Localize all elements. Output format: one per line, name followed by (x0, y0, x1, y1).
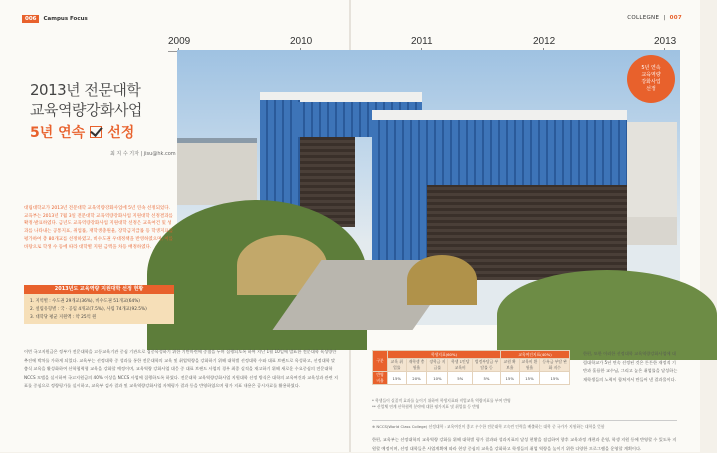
table-cell: 5% (473, 372, 501, 385)
byline: 최 지 수 기자 | jisu@hk.com (110, 151, 176, 157)
headline-prefix: 5년 연속 (30, 125, 86, 141)
body-text-right: 한편, 교육부는 선정대학의 교육역량 강화를 위해 대학별 평가 결과와 성과지표의 달성 현황을 점검하여 향후 교육과정 개편과 운영, 학생 지원 등에 반영할 수 있도록 지원할 예정이며, 선정 대학들은 사업계획에 따라 현장 중심의 교육을 강화하고 학생들의 취업 역량을 높이기 위한 다양한 프로그램을 운영할 계획이다. (372, 437, 677, 451)
timeline-year: 2013 (654, 36, 677, 47)
headline-line-1: 2013년 전문대학 (30, 81, 141, 99)
left-building (177, 140, 257, 205)
right-page-header: COLLEGNE | 007 (627, 15, 682, 21)
footnote: ※ NCCS(World Class College) 선정대학 : 교육여건이 좋고 우수한 전문대학 고숙련 인력을 배출하는 대학 중 국가가 지원하는 대학을 뜻함 (372, 420, 677, 430)
lead-paragraph: 대림대학교가 2013년 전문대학 교육역량강화사업에 5년 연속 선정되었다. 교육부는 2013년 7월 3일 전문대학 교육역량강화사업 지원대학 선정결과를 확정·발표하였다. 금년도 교육역량강화사업 지원대학 선정은 교육여건 및 성과를 나타내는 공통지표, 취업률, 재학생충원율, 장학금지급률 등 학생지표를 평가하여 총 80개교를 선정하였고, 비수도권 우대정책을 반영하였으며, 이를 바탕으로 학생 수 등에 따라 대학별 지원 금액을 차등 배정하였다. (24, 206, 174, 250)
section-label: Campus Focus (43, 16, 88, 22)
table-subheader: 재학생 충원율 (406, 359, 427, 372)
table-cell: 15% (388, 372, 407, 385)
body-text-left: 이번 국고지원금은 정부가 전문대학을 고등교육기관 중심 기관으로 집중육성하기 위한 기반마련에 중점을 두며 집행되도록 하여 지난 1월 10일에 발표한 전문대학 육성방안 추진에 박차를 가하게 되었다. 교육부는 선정대학 중 성과를 통한 전문대학의 교육 및 취업역량을 강화하기 위해 대학별 선정대학 수와 대표 브랜드로 육성하고, 선정대학 맞춤식 교육을 활성화하여 산학협력형 교육을 강화할 예정이며, 교육역량 강화사업 대응 중 대표 브랜드 사업의 경우 최종 실적을 재고하기 위해 새로운 수요중심의 전문대학 NCCS 모델을 실시하여 국고지원금의 40% 이상을 NCCS 사업에 집행하도록 하였다. 전문대학 교육역량강화사업 지원대학 선정 방식은 대학의 교육여건과 교육성과 관련 지표를 중심으로 정량평가를 실시하고, 교육부 검사 결과 및 교육역량강화사업 자체평가 결과 등을 반영하였으며 평가 지표 내용은 공시자료를 활용하였다. (24, 349, 339, 388)
badge-line: 강화사업 (641, 79, 661, 85)
table-subheader: 학생 1인당 교육비 (448, 359, 473, 372)
evaluation-table (372, 350, 570, 385)
table-cell: 15% (500, 372, 519, 385)
table-group-header: 학생지표(60%) (388, 351, 501, 359)
table-subheader: 법정부담금 부담률 등 (473, 359, 501, 372)
table-note: ** 산업체 연계 산학협력 분야에 대한 평가지표 및 취업률 등 반영 (372, 404, 480, 409)
badge-line: 교육역량 (641, 72, 661, 78)
table-notes (372, 398, 597, 410)
info-box-item: 3. 대학당 평균 지원액 : 약 25억 원 (30, 315, 97, 320)
headline-suffix: 선정 (107, 125, 135, 141)
table-subheader: 교원 확보율 (500, 359, 519, 372)
info-box (24, 294, 174, 324)
main-glass-facade (372, 120, 627, 185)
magazine-name: COLLEGNE (627, 15, 660, 21)
timeline-year: 2011 (411, 36, 433, 47)
left-page-header (22, 15, 88, 23)
table-cell: 5% (448, 372, 473, 385)
table-subheader: 교육 취업률 (388, 359, 407, 372)
table-group-header: 교육여건지표(40%) (500, 351, 569, 359)
badge-line: 선정 (646, 86, 656, 92)
table-cell: 15% (519, 372, 540, 385)
table-cell: 10% (427, 372, 448, 385)
table-subheader: 등록금 부담 완화 지수 (540, 359, 570, 372)
timeline-year: 2010 (290, 36, 313, 47)
timeline-year: 2012 (533, 36, 556, 47)
table-cell: 15% (540, 372, 570, 385)
timeline-year: 2009 (168, 36, 191, 47)
table-subheader: 장학금 지급률 (427, 359, 448, 372)
campus-building-photo (177, 50, 680, 325)
left-building-roof (177, 138, 257, 143)
info-box-item: 2. 설립유형별 : 국 · 공립 4개교(7.5%), 사립 74개교(92.5%) (30, 307, 147, 312)
autumn-tree (407, 255, 477, 305)
headline-line-2: 교육역량강화사업 (30, 101, 142, 119)
side-note: 한편, 또한 이러한 선정대학 교육역량강화사업에 대림대학교가 5년 연속 선정된 것은 튼튼한 재정적 기반과 훌륭한 교수님, 그리고 높은 취업률을 달성하는 재학생들의 노력이 합쳐져서 만들어 낸 결과물이다. (583, 351, 678, 382)
main-roof (372, 110, 627, 120)
checkbox-check-icon (90, 126, 102, 138)
table-row-header: 반영 비율 (373, 372, 388, 385)
table-cell: 20% (406, 372, 427, 385)
info-box-heading: 2013년도 교육역량 지원대학 선정 현황 (24, 285, 174, 294)
lawn-slope (497, 270, 717, 360)
info-box-item: 1. 지역별 : 수도권 29개교(36%), 비수도권 51개교(64%) (30, 299, 140, 304)
table-corner: 구분 (373, 351, 388, 372)
table-subheader: 교육비 환원율 (519, 359, 540, 372)
five-years-badge (627, 55, 675, 103)
badge-line: 5년 연속 (641, 65, 661, 71)
left-page-number: 006 (22, 15, 39, 23)
table-note: * 학생들이 실질적 효과를 높이기 위하여 학생지표와 직업교육 역량지표를 부여 반영 (372, 398, 511, 403)
headline-line-3 (30, 122, 134, 142)
right-page-number: 007 (669, 15, 682, 21)
